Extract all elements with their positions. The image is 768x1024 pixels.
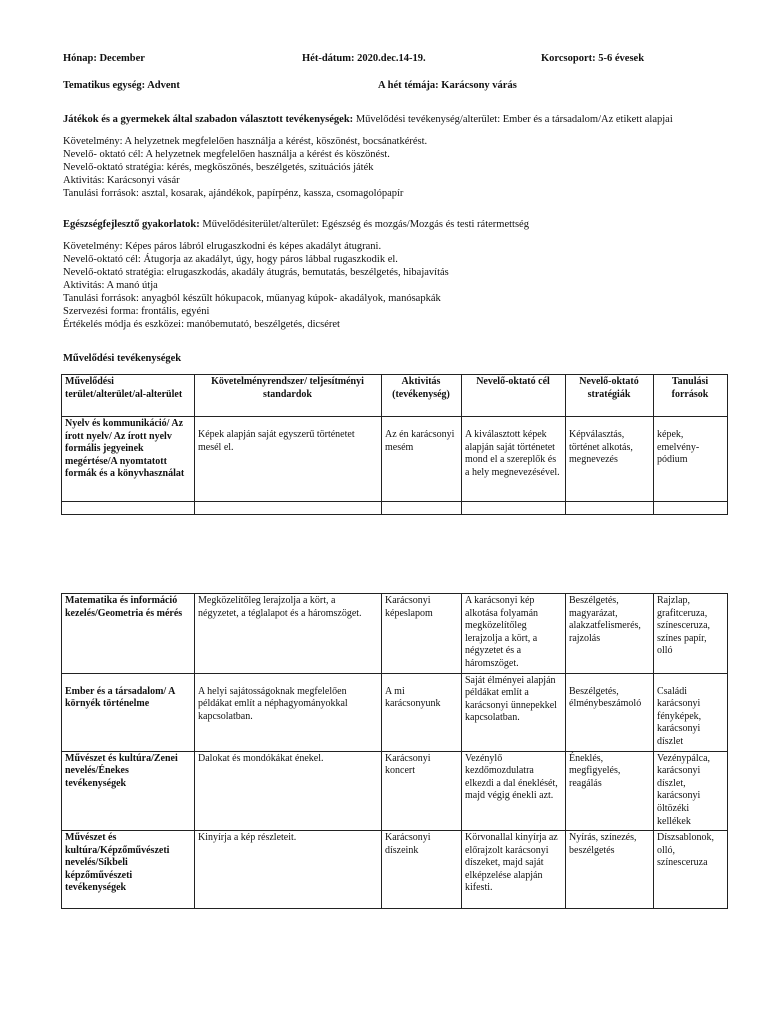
table-cell: Rajzlap, grafitceruza, színesceruza, színes papír, olló	[654, 594, 728, 674]
table-row	[62, 417, 728, 502]
table-cell-area: Matematika és információ kezelés/Geometria és mérés	[62, 594, 195, 674]
health-heading-rest: Művelődésiterület/alterület: Egészség és mozgás/Mozgás és testi rátermettség	[199, 219, 529, 230]
table-cell: Karácsonyi díszeink	[382, 831, 462, 909]
header-strategies: Nevelő-oktató stratégiák	[566, 375, 654, 417]
header-requirements: Követelményrendszer/ teljesítményi standardok	[195, 375, 382, 417]
table-row	[62, 594, 728, 674]
health-line: Tanulási források: anyagból készült hókupacok, műanyag kúpok- akadályok, manósapkák	[63, 293, 441, 304]
health-heading-bold: Egészségfejlesztő gyakorlatok:	[63, 219, 200, 230]
activities-table-2	[61, 593, 728, 909]
health-line: Követelmény: Képes páros lábról elrugaszkodni és képes akadályt átugrani.	[63, 241, 382, 252]
table-cell: Kinyírja a kép részleteit.	[195, 831, 382, 909]
health-line: Nevelő-oktató stratégia: elrugaszkodás, akadály átugrás, bemutatás, beszélgetés, hibajavítás	[63, 267, 449, 278]
table-row	[62, 751, 728, 831]
table-cell-empty	[462, 502, 566, 515]
games-heading-bold: Játékok és a gyermekek által szabadon választott tevékenységek:	[63, 114, 354, 125]
health-line: Értékelés módja és eszközei: manóbemutató, beszélgetés, dicséret	[63, 319, 340, 330]
health-line: Aktivitás: A manó útja	[63, 280, 158, 291]
table-row	[62, 831, 728, 909]
health-heading	[63, 218, 529, 231]
games-line: Nevelő-oktató stratégia: kérés, megköszönés, beszélgetés, szituációs játék	[63, 162, 374, 173]
table-cell: Képek alapján saját egyszerű történetet mesél el.	[195, 417, 382, 502]
table-cell: A kiválasztott képek alapján saját történetet mond el a szereplők és a hely megnevezésével.	[462, 417, 566, 502]
header-activity: Aktivitás (tevékenység)	[382, 375, 462, 417]
table-cell: Beszélgetés, magyarázat, alakzatfelismerés, rajzolás	[566, 594, 654, 674]
games-line: Nevelő- oktató cél: A helyzetnek megfelelően használja a kérést és köszönést.	[63, 149, 390, 160]
table-cell: Karácsonyi koncert	[382, 751, 462, 831]
activities-table-1	[61, 374, 728, 515]
table-cell: A helyi sajátosságoknak megfelelően példákat említ a néphagyományokkal kapcsolatban.	[195, 673, 382, 751]
games-line: Követelmény: A helyzetnek megfelelően használja a kérést, köszönést, bocsánatkérést.	[63, 136, 428, 147]
age-group-label: Korcsoport: 5-6 évesek	[541, 53, 645, 64]
header-area: Művelődési terület/alterület/al-alterület	[62, 375, 195, 417]
week-topic-label: A hét témája: Karácsony várás	[378, 80, 517, 91]
table-cell: Dalokat és mondókákat énekel.	[195, 751, 382, 831]
table-cell: Vezénypálca, karácsonyi díszlet, karácsonyi öltözéki kellékek	[654, 751, 728, 831]
games-line: Tanulási források: asztal, kosarak, ajándékok, papírpénz, kassza, csomagolópapír	[63, 188, 404, 199]
health-line: Nevelő-oktató cél: Átugorja az akadályt, úgy, hogy páros lábbal rugaszkodik el.	[63, 254, 398, 265]
table-cell: Megközelítőleg lerajzolja a kört, a négyzetet, a téglalapot és a háromszöget.	[195, 594, 382, 674]
table-cell: Képválasztás, történet alkotás, megnevezés	[566, 417, 654, 502]
games-section	[63, 113, 673, 200]
table-cell: Saját élményei alapján példákat említ a karácsonyi ünnepekkel kapcsolatban.	[462, 673, 566, 751]
table-cell: Karácsonyi képeslapom	[382, 594, 462, 674]
games-heading	[63, 113, 673, 126]
table-cell: Családi karácsonyi fényképek, karácsonyi díszlet	[654, 673, 728, 751]
table-cell: képek, emelvény-pódium	[654, 417, 728, 502]
header-goal: Nevelő-oktató cél	[462, 375, 566, 417]
activities-title: Művelődési tevékenységek	[63, 353, 182, 364]
table-cell: Éneklés, megfigyelés, reagálás	[566, 751, 654, 831]
health-section	[63, 218, 529, 331]
table-cell: Nyírás, színezés, beszélgetés	[566, 831, 654, 909]
table-row-empty	[62, 502, 728, 515]
table-row	[62, 673, 728, 751]
table-cell: A mi karácsonyunk	[382, 673, 462, 751]
table-cell: Vezénylő kezdőmozdulatra elkezdi a dal éneklését, majd végig énekli azt.	[462, 751, 566, 831]
table-cell-area: Művészet és kultúra/Zenei nevelés/Énekes tevékenységek	[62, 751, 195, 831]
health-line: Szervezési forma: frontális, egyéni	[63, 306, 210, 317]
table-cell-empty	[195, 502, 382, 515]
table-header-row	[62, 375, 728, 417]
table-cell: A karácsonyi kép alkotása folyamán megközelítőleg lerajzolja a kört, a négyzetet és a háromszöget.	[462, 594, 566, 674]
table-cell-area: Művészet és kultúra/Képzőművészeti nevelés/Síkbeli képzőművészeti tevékenységek	[62, 831, 195, 909]
table-cell-empty	[62, 502, 195, 515]
games-line: Aktivitás: Karácsonyi vásár	[63, 175, 180, 186]
table-cell-empty	[654, 502, 728, 515]
table-cell: Az én karácsonyi mesém	[382, 417, 462, 502]
table-cell-area: Nyelv és kommunikáció/ Az írott nyelv/ Az írott nyelv formális jegyeinek megértése/A nyomtatott formák és a könyvhasználat	[62, 417, 195, 502]
table-cell: Díszsablonok, olló, színesceruza	[654, 831, 728, 909]
table-cell: Körvonallal kinyírja az előrajzolt karácsonyi díszeket, majd saját elképzelése alapján kifesti.	[462, 831, 566, 909]
table-cell: Beszélgetés, élménybeszámoló	[566, 673, 654, 751]
week-date-label: Hét-dátum: 2020.dec.14-19.	[302, 53, 426, 64]
games-heading-rest: Művelődési tevékenység/alterület: Ember és a társadalom/Az etikett alapjai	[353, 114, 673, 125]
table-cell-empty	[566, 502, 654, 515]
table-cell-area: Ember és a társadalom/ A környék történelme	[62, 673, 195, 751]
header-resources: Tanulási források	[654, 375, 728, 417]
theme-unit-label: Tematikus egység: Advent	[63, 80, 180, 91]
month-label: Hónap: December	[63, 53, 145, 64]
table-cell-empty	[382, 502, 462, 515]
